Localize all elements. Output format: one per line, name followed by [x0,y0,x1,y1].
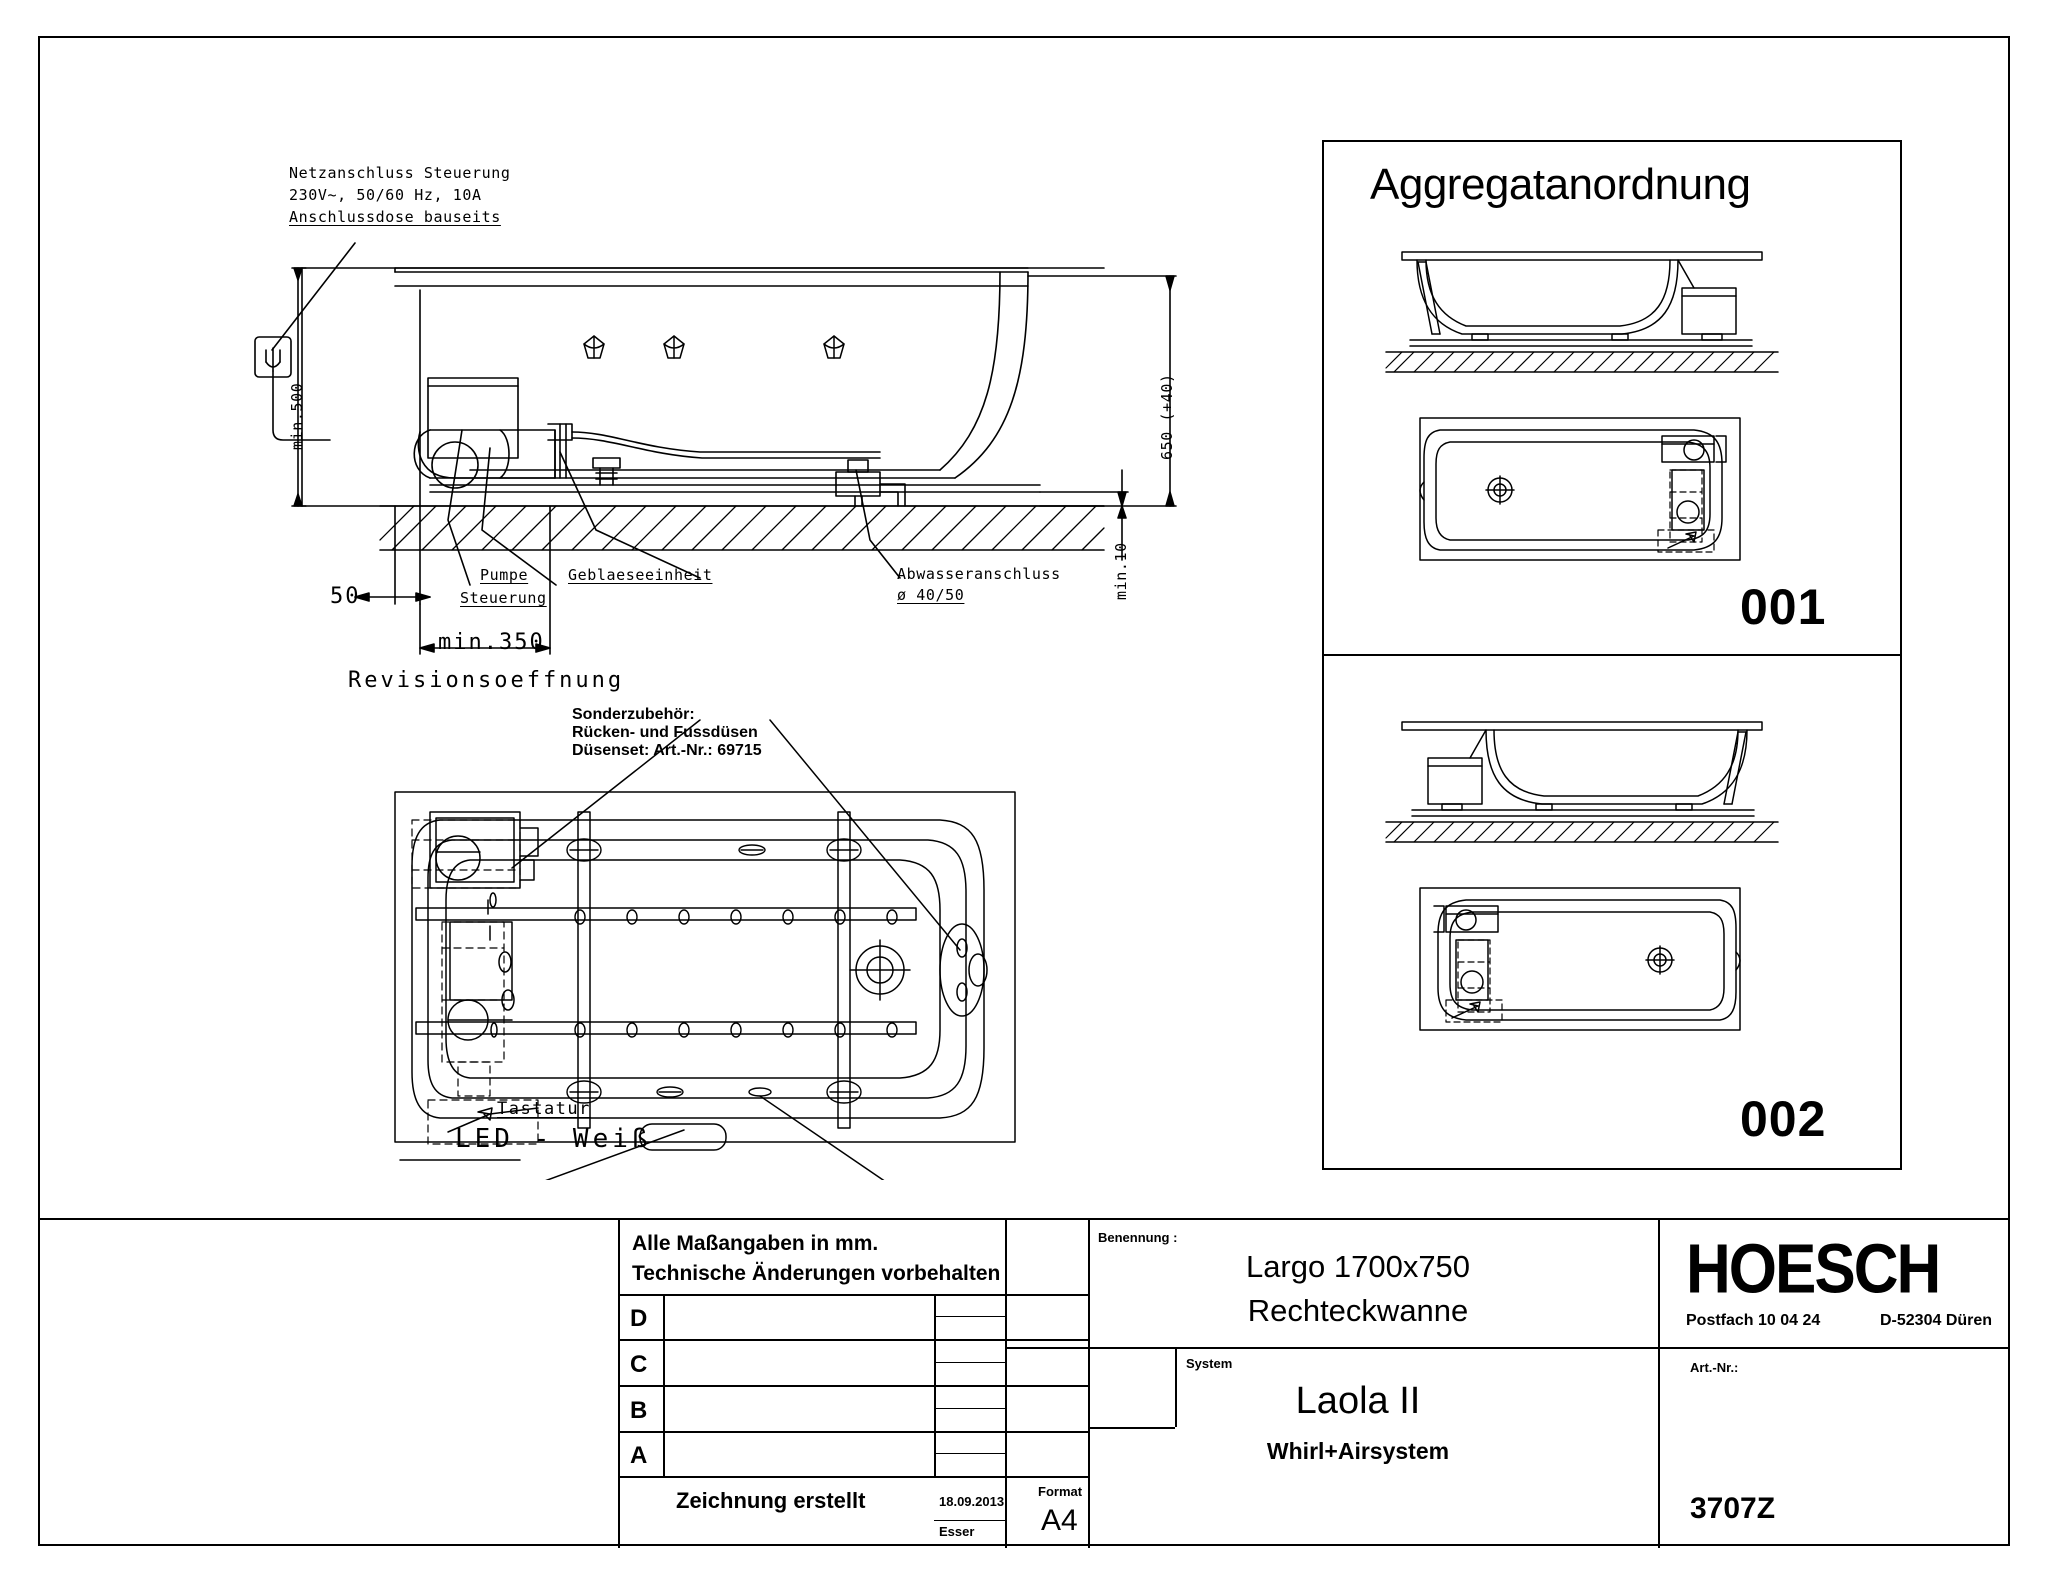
tb-sub-5 [934,1520,1005,1521]
aggregate-variant-002-number: 002 [1740,1091,1827,1147]
tb-article-value: 3707Z [1690,1492,1776,1525]
tb-sub-1 [934,1316,1005,1317]
tb-created-date: 18.09.2013 [939,1494,1005,1509]
dimension-650-plus-40: 650 (+40) [1158,373,1176,460]
accessory-note [572,706,762,760]
aggregate-variant-002-geometry [1322,700,1902,1120]
section-view-geometry [0,0,1300,720]
tb-divider-4 [1658,1220,1660,1548]
section-view [0,0,1300,720]
tb-company-bottom [1658,1347,2010,1349]
label-steuerung: Steuerung [460,589,547,607]
tb-format-label: Format [1038,1484,1083,1499]
accessory-line3: Düsenset: Art.-Nr.: 69715 [572,741,762,759]
tb-rev-row-b [618,1431,1088,1433]
accessory-line2: Rücken- und Fussdüsen [572,723,758,741]
tb-divider-3 [1088,1220,1090,1548]
dimension-min-500: min.500 [288,382,306,450]
tb-article-label: Art.-Nr.: [1690,1360,1739,1375]
tb-revision-letter-b: B [630,1397,648,1424]
waste-line1: Abwasseranschluss [897,565,1061,583]
tb-divider-2 [1005,1220,1007,1548]
power-note-line2: 230V~, 50/60 Hz, 10A [289,186,482,204]
plan-view [0,700,1300,1180]
tb-revision-letter-c: C [630,1351,648,1378]
waste-line2: ø 40/50 [897,586,965,604]
tb-divider-1 [618,1220,620,1548]
tb-rev-row-a [618,1476,1088,1478]
tb-revision-letter-a: A [630,1442,648,1469]
tb-sub-3 [934,1408,1005,1409]
tb-sub-2 [934,1362,1005,1363]
accessory-line1: Sonderzubehör: [572,706,695,723]
power-connection-note [289,164,511,226]
tb-format-value: A4 [1041,1504,1078,1537]
label-geblaeseeinheit: Geblaeseeinheit [568,566,713,584]
tb-note-line1: Alle Maßangaben in mm. [632,1232,879,1255]
plan-view-geometry [0,700,1300,1180]
company-postfach: Postfach 10 04 24 [1686,1312,1821,1329]
label-pumpe: Pumpe [480,566,529,584]
tb-created-label: Zeichnung erstellt [676,1488,866,1513]
tb-benennung-line2: Rechteckwanne [1247,1293,1469,1328]
dimension-min-350: min.350 [438,630,545,655]
label-abwasseranschluss [897,565,1061,604]
label-led: LED - Weiß [455,1124,652,1154]
tb-system-label: System [1186,1356,1233,1371]
power-note-line3: Anschlussdose bauseits [289,208,501,226]
tb-notes-bottom [618,1294,1088,1296]
aggregate-variant-001-number: 001 [1740,579,1827,635]
tb-format-top [1088,1427,1175,1429]
aggregate-panel-title: Aggregatanordnung [1370,160,1751,209]
company-logo: HOESCH [1686,1231,1940,1309]
label-revisionsoeffnung: Revisionsoeffnung [348,668,625,693]
tb-system-name: Laola II [1295,1380,1421,1422]
tb-benennung-line1: Largo 1700x750 [1245,1249,1471,1284]
dimension-50: 50 [330,584,361,609]
label-tastatur: Tastatur [497,1099,591,1119]
tb-revision-letter-d: D [630,1305,648,1332]
aggregate-panel-divider [1322,654,1902,656]
tb-sub-4 [934,1453,1005,1454]
tb-system-subtitle: Whirl+Airsystem [1266,1438,1450,1464]
company-city: D-52304 Düren [1880,1312,1993,1329]
power-note-line1: Netzanschluss Steuerung [289,164,511,182]
dimension-min-10: min.10 [1112,542,1130,600]
tb-benennung-bottom [1005,1347,1658,1349]
tb-benennung-label: Benennung : [1098,1230,1178,1245]
tb-rev-row-d [618,1339,1088,1341]
tb-rev-row-c [618,1385,1088,1387]
tb-note-line2: Technische Änderungen vorbehalten [632,1262,1001,1285]
title-block [38,1218,2010,1546]
tb-created-author: Esser [939,1524,975,1539]
